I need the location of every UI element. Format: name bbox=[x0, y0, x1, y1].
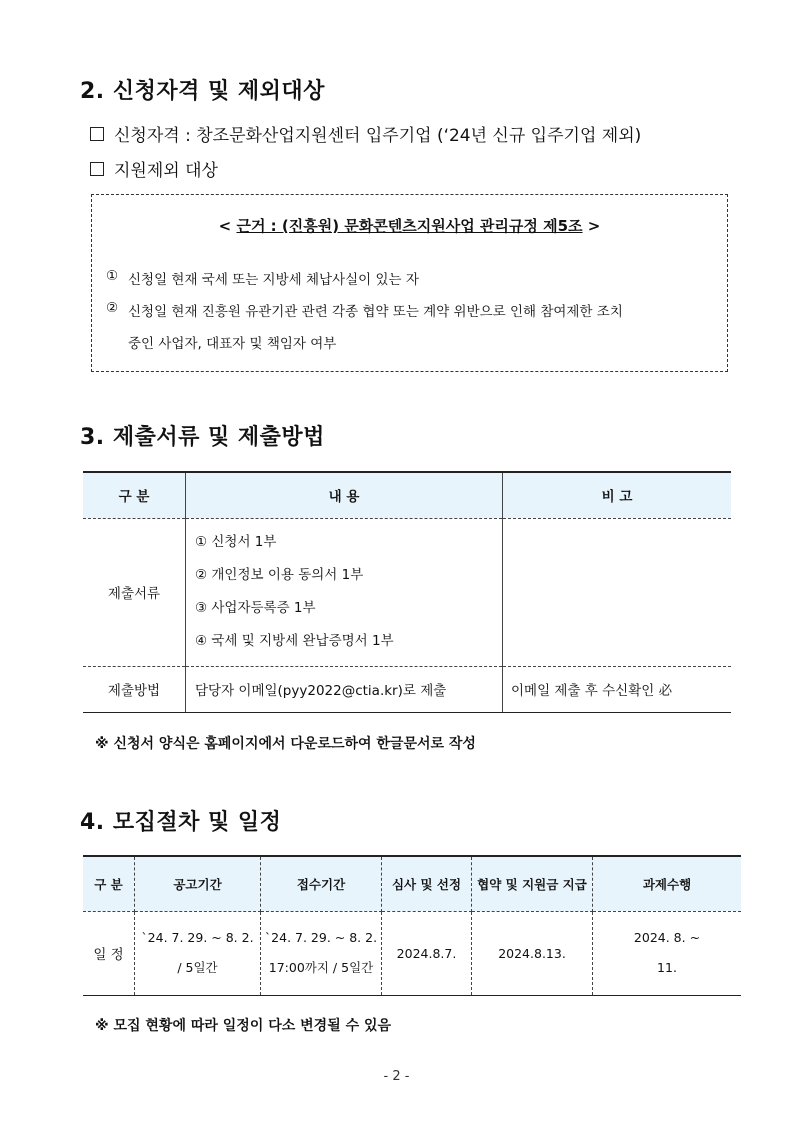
application-period-cell: `24. 7. 29. ~ 8. 2. 17:00까지 / 5일간 bbox=[261, 911, 382, 995]
basis-box bbox=[91, 194, 728, 372]
schedule-table bbox=[83, 855, 741, 996]
row-label: 제출서류 bbox=[83, 518, 186, 666]
basis-item-1: ① 신청일 현재 국세 또는 지방세 체납사실이 있는 자 bbox=[106, 268, 419, 288]
header-agreement: 협약 및 지원금 지급 bbox=[472, 856, 593, 911]
row-contents: ① 신청서 1부 ② 개인정보 이용 동의서 1부 ③ 사업자등록증 1부 ④ 국세 및 지방세 완납증명서 1부 bbox=[186, 518, 503, 666]
notice-period-cell: `24. 7. 29. ~ 8. 2. / 5일간 bbox=[135, 911, 261, 995]
table-header-row bbox=[83, 472, 731, 518]
eligibility-text: 신청자격 : 창조문화산업지원센터 입주기업 (‘24년 신규 입주기업 제외) bbox=[114, 126, 642, 146]
table-row bbox=[83, 518, 731, 666]
basis-title: < 근거 : (진흥원) 문화콘텐츠지원사업 관리규정 제5조 > bbox=[218, 217, 601, 235]
exclusion-text: 지원제외 대상 bbox=[114, 161, 218, 181]
table-row bbox=[83, 911, 741, 995]
header-notice-period: 공고기간 bbox=[135, 856, 261, 911]
row-label: 일 정 bbox=[83, 911, 135, 995]
checkbox-icon bbox=[90, 127, 104, 141]
header-project: 과제수행 bbox=[593, 856, 742, 911]
row-note bbox=[503, 518, 732, 666]
header-category: 구 분 bbox=[83, 472, 186, 518]
table-row bbox=[83, 666, 731, 712]
row-label: 제출방법 bbox=[83, 666, 186, 712]
project-cell: 2024. 8. ~ 11. bbox=[593, 911, 742, 995]
eligibility-item bbox=[90, 121, 641, 146]
review-cell: 2024.8.7. bbox=[382, 911, 472, 995]
checkbox-icon bbox=[90, 162, 104, 176]
row-contents: 담당자 이메일(pyy2022@ctia.kr)로 제출 bbox=[186, 666, 503, 712]
table-header-row bbox=[83, 856, 741, 911]
basis-title-text: 근거 : (진흥원) 문화콘텐츠지원사업 관리규정 제5조 bbox=[236, 217, 583, 235]
section-2-heading: 2. 신청자격 및 제외대상 bbox=[80, 79, 325, 104]
section-4-heading: 4. 모집절차 및 일정 bbox=[80, 810, 282, 835]
basis-item-2-cont: 중인 사업자, 대표자 및 책임자 여부 bbox=[128, 336, 337, 352]
documents-table bbox=[83, 471, 731, 713]
page-number: - 2 - bbox=[383, 1069, 410, 1084]
header-remarks: 비 고 bbox=[503, 472, 732, 518]
exclusion-item bbox=[90, 156, 218, 181]
section-3-footnote: ※ 신청서 양식은 홈페이지에서 다운로드하여 한글문서로 작성 bbox=[95, 736, 476, 752]
header-review: 심사 및 선정 bbox=[382, 856, 472, 911]
basis-item-2: ② 신청일 현재 진흥원 유관기관 관련 각종 협약 또는 계약 위반으로 인해 참여제한 조치 bbox=[106, 300, 623, 320]
section-4-footnote: ※ 모집 현황에 따라 일정이 다소 변경될 수 있음 bbox=[95, 1018, 392, 1034]
row-note: 이메일 제출 후 수신확인 必 bbox=[503, 666, 732, 712]
header-category: 구 분 bbox=[83, 856, 135, 911]
header-content: 내 용 bbox=[186, 472, 503, 518]
agreement-cell: 2024.8.13. bbox=[472, 911, 593, 995]
header-application-period: 접수기간 bbox=[261, 856, 382, 911]
section-3-heading: 3. 제출서류 및 제출방법 bbox=[80, 425, 325, 450]
